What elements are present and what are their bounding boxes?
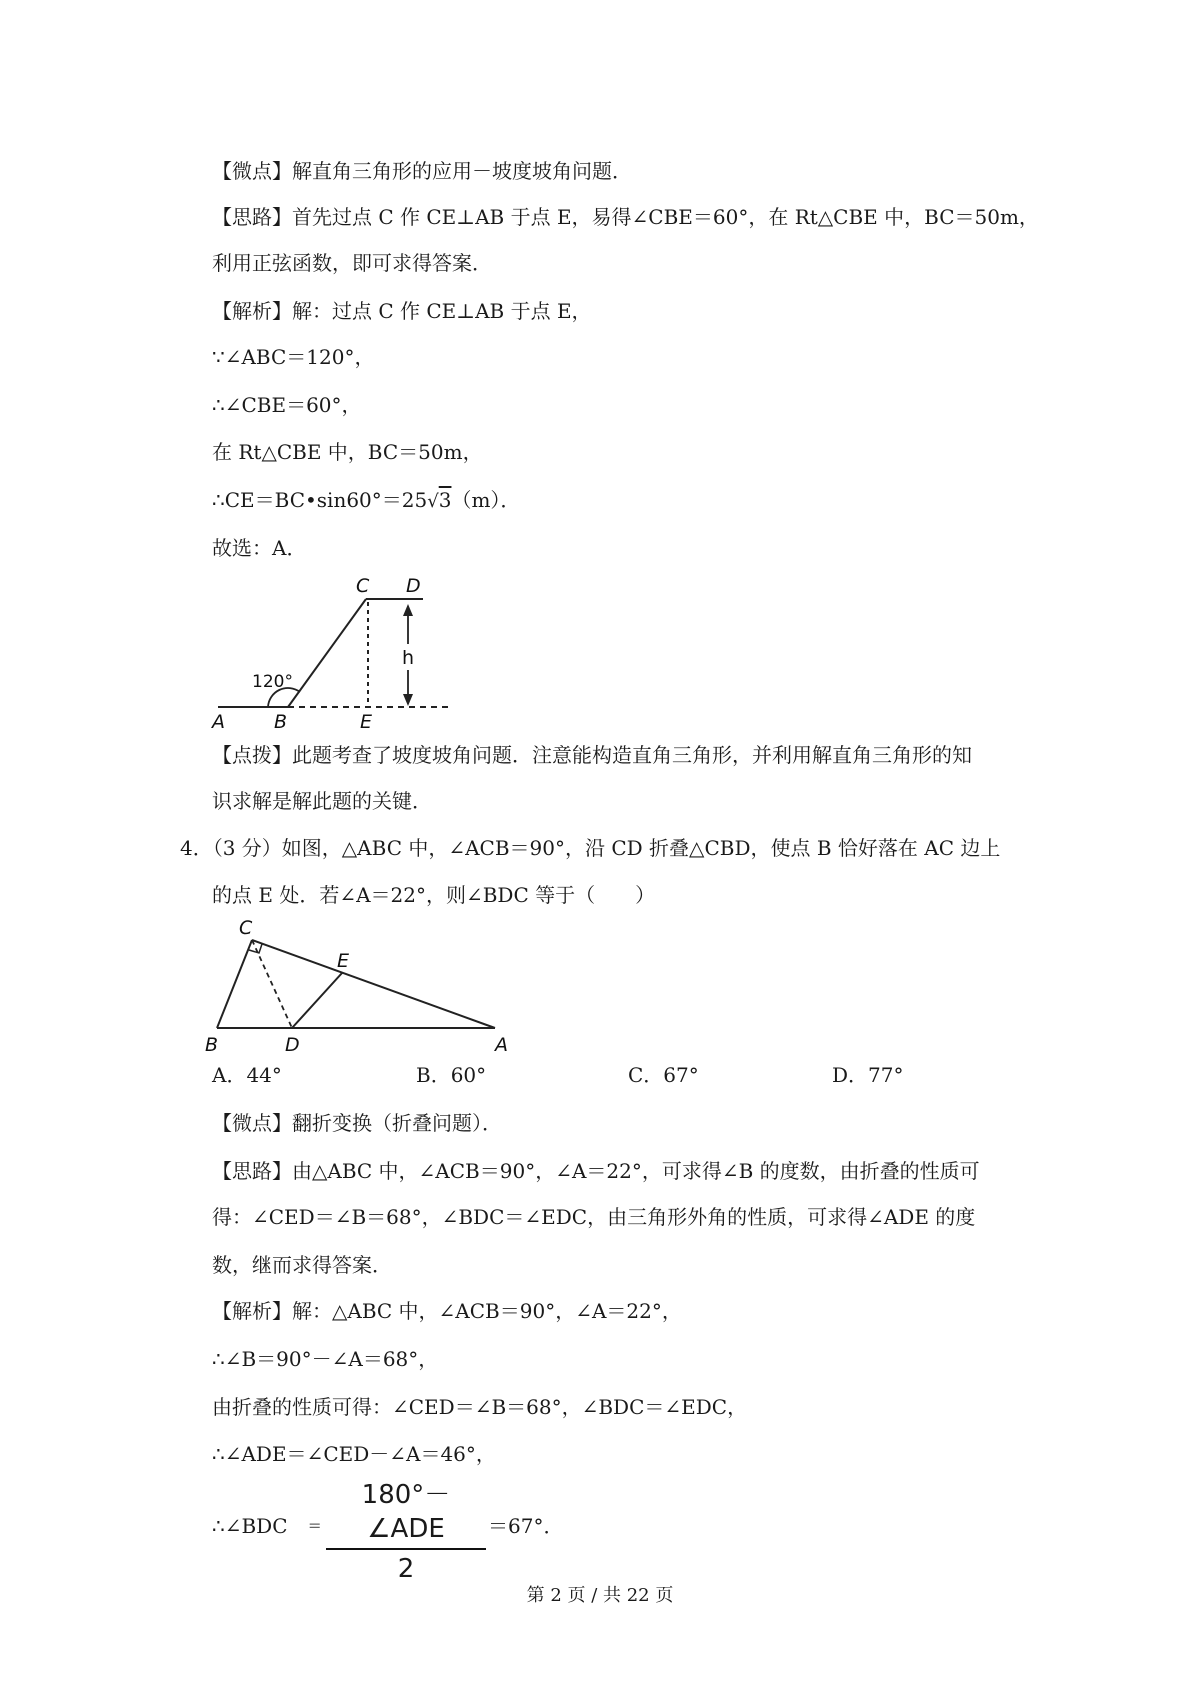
q4-step4-post: ＝67°．	[488, 1514, 564, 1538]
option-d: D．77°	[832, 1063, 904, 1087]
q4-silu-line1: 【思路】由△ABC 中，∠ACB＝90°，∠A＝22°，可求得∠B 的度数，由折叠的性质可	[212, 1159, 980, 1183]
q3-step3: 在 Rt△CBE 中，BC＝50m，	[212, 440, 483, 464]
q4-stem-line1: 4．（3 分）如图，△ABC 中，∠ACB＝90°，沿 CD 折叠△CBD，使点 B 恰好落在 AC 边上	[180, 836, 1001, 860]
segment-de	[292, 973, 342, 1028]
option-b: B．60°	[416, 1063, 487, 1087]
label-b: B	[205, 1034, 219, 1055]
q4-diagram	[205, 915, 515, 1055]
q3-step4-post: （m）．	[451, 488, 521, 512]
q4-step1: ∴∠B＝90°－∠A＝68°，	[212, 1347, 439, 1371]
q3-step1: ∵∠ABC＝120°，	[212, 345, 375, 369]
label-angle: 120°	[252, 672, 293, 692]
q4-step2: 由折叠的性质可得：∠CED＝∠B＝68°，∠BDC＝∠EDC，	[212, 1395, 748, 1419]
q3-step4-root: 3	[438, 488, 452, 512]
option-a: A．44°	[212, 1063, 282, 1087]
q3-step4	[212, 486, 520, 516]
label-e: E	[360, 711, 373, 730]
fraction-bar	[326, 1548, 486, 1550]
fraction	[326, 1478, 486, 1586]
label-d: D	[406, 575, 421, 597]
label-c: C	[239, 917, 253, 939]
label-a: A	[212, 711, 225, 730]
arrow-down-icon	[403, 694, 413, 706]
label-c: C	[356, 575, 370, 597]
q4-silu-line3: 数，继而求得答案．	[212, 1253, 392, 1277]
side-bc	[217, 940, 252, 1028]
q4-step3: ∴∠ADE＝∠CED－∠A＝46°，	[212, 1442, 496, 1466]
q3-diagram	[208, 570, 468, 730]
page-footer: 第 2 页 / 共 22 页	[526, 1585, 674, 1606]
sqrt-icon: √	[427, 491, 439, 512]
q3-dianbo-line2: 识求解是解此题的关键．	[212, 789, 432, 813]
q3-jiexi: 【解析】解：过点 C 作 CE⊥AB 于点 E，	[212, 299, 592, 323]
label-b: B	[274, 711, 288, 730]
q4-step4-eq: =	[308, 1516, 322, 1535]
q4-stem-line2: 的点 E 处．若∠A＝22°，则∠BDC 等于（ ）	[212, 883, 656, 907]
q3-answer: 故选：A．	[212, 536, 307, 560]
q4-jiexi: 【解析】解：△ABC 中，∠ACB＝90°，∠A＝22°，	[212, 1299, 682, 1323]
q3-weidian: 【微点】解直角三角形的应用－坡度坡角问题．	[212, 159, 632, 183]
fraction-numerator: 180°－∠ADE	[361, 1480, 451, 1544]
label-d: D	[285, 1034, 300, 1055]
side-ca	[252, 940, 495, 1028]
q4-weidian: 【微点】翻折变换（折叠问题）．	[212, 1111, 502, 1135]
fraction-denominator: 2	[397, 1554, 415, 1584]
q3-silu-line2: 利用正弦函数，即可求得答案．	[212, 251, 492, 275]
arrow-up-icon	[403, 604, 413, 616]
q3-silu-line1: 【思路】首先过点 C 作 CE⊥AB 于点 E，易得∠CBE＝60°，在 Rt△CBE 中，BC＝50m，	[212, 205, 1039, 229]
q4-step4-pre: ∴∠BDC	[212, 1514, 288, 1538]
label-h: h	[402, 647, 415, 669]
option-c: C．67°	[628, 1063, 699, 1087]
label-e: E	[337, 950, 350, 972]
q4-silu-line2: 得：∠CED＝∠B＝68°，∠BDC＝∠EDC，由三角形外角的性质，可求得∠ADE 的度	[212, 1205, 976, 1229]
q3-step4-pre: ∴CE＝BC•sin60°＝25	[212, 488, 428, 512]
q3-dianbo-line1: 【点拨】此题考查了坡度坡角问题．注意能构造直角三角形，并利用解直角三角形的知	[212, 743, 972, 767]
q3-step2: ∴∠CBE＝60°，	[212, 393, 362, 417]
label-a: A	[495, 1034, 508, 1055]
